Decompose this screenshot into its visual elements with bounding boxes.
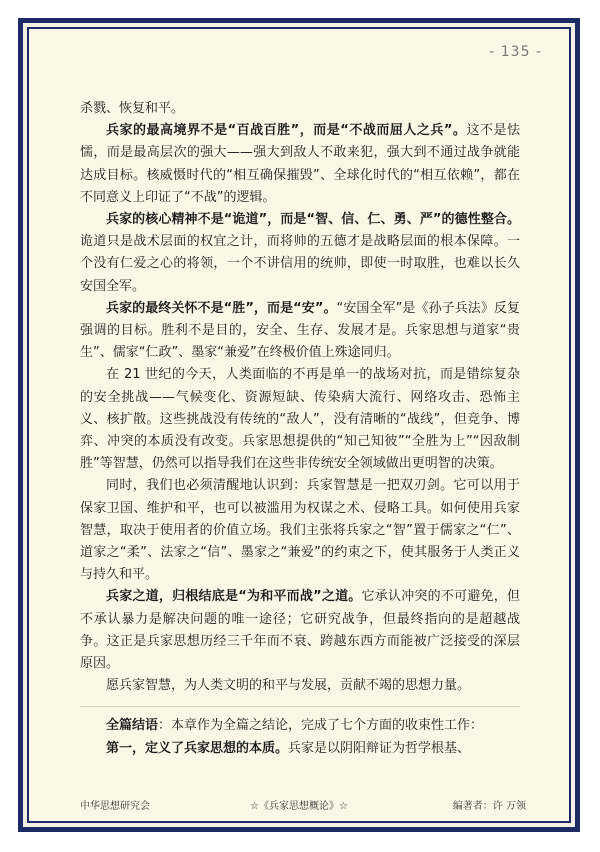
text-run: 杀戮、恢复和平。 bbox=[80, 101, 185, 116]
summary-paragraphs bbox=[80, 715, 520, 759]
main-paragraphs bbox=[80, 98, 520, 697]
paragraph bbox=[80, 364, 520, 475]
text-run: 兵家是以阴阳辩证为哲学根基、 bbox=[288, 740, 471, 756]
paragraph bbox=[80, 586, 520, 675]
text-run: ：本章作为全篇之结论，完成了七个方面的收束性工作： bbox=[158, 718, 484, 734]
paragraph bbox=[80, 298, 520, 365]
bold-phrase: 兵家的核心精神不是“诡道”，而是“智、信、仁、勇、严”的德性整合。 bbox=[106, 212, 520, 228]
bold-phrase: 兵家的最高境界不是“百战百胜”，而是“不战而屈人之兵”。 bbox=[106, 123, 467, 139]
section-divider bbox=[80, 706, 520, 707]
text-run: 它承认冲突的不可避免，但不承认暴力是解决问题的唯一途径；它研究战争，但最终指向的是超越战争。这正是兵家思想历经三千年而不衰、跨越东西方而能被广泛接受的深层原因。 bbox=[80, 589, 520, 672]
footer-publisher: 中华思想研究会 bbox=[80, 801, 150, 812]
bold-phrase: 第一，定义了兵家思想的本质。 bbox=[106, 740, 289, 756]
footer-author: 编著者：许 万领 bbox=[452, 801, 526, 812]
text-run: 在 21 世纪的今天，人类面临的不再是单一的战场对抗，而是错综复杂的安全挑战——气候变化、资源短缺、传染病大流行、网络攻击、恐怖主义、核扩散。这些挑战没有传统的“敌人”，没有清晰的“战线”，但竞争、博弈、冲突的本质没有改变。兵家思想提供的“知己知彼”“全胜为上”“因敌制胜”等智慧，仍然可以指导我们在这些非传统安全领域做出更明智的决策。 bbox=[80, 367, 520, 472]
footer-book-title: ☆《兵家思想概论》☆ bbox=[250, 801, 348, 812]
paragraph bbox=[80, 715, 520, 737]
text-run: 这不是怯懦，而是最高层次的强大——强大到敌人不敢来犯，强大到不通过战争就能达成目标。核威慑时代的“相互确保摧毁”、全球化时代的“相互依赖”，都在不同意义上印证了“不战”的逻辑。 bbox=[80, 123, 520, 205]
page-number: - 135 - bbox=[489, 44, 542, 60]
paragraph bbox=[80, 475, 520, 586]
paragraph bbox=[80, 738, 520, 760]
bold-phrase: 全篇结语 bbox=[106, 718, 159, 734]
text-run: 诡道只是战术层面的权宜之计，而将帅的五德才是战略层面的根本保障。一个没有仁爱之心的将领，一个不讲信用的统帅，即使一时取胜，也难以长久安国全军。 bbox=[80, 234, 520, 294]
paragraph bbox=[80, 98, 520, 120]
text-run: “安国全军”是《孙子兵法》反复强调的目标。胜利不是目的，安全、生存、发展才是。兵家思想与道家“贵生”、儒家“仁政”、墨家“兼爱”在终极价值上殊途同归。 bbox=[80, 300, 520, 361]
text-run: 愿兵家智慧，为人类文明的和平与发展，贡献不竭的思想力量。 bbox=[106, 678, 471, 694]
text-run: 同时，我们也必须清醒地认识到：兵家智慧是一把双刃剑。它可以用于保家卫国、维护和平，也可以被滥用为权谋之术、侵略工具。如何使用兵家智慧，取决于使用者的价值立场。我们主张将兵家之“智”置于儒家之“仁”、道家之“柔”、法家之“信”、墨家之“兼爱”的约束之下，使其服务于人类正义与持久和平。 bbox=[80, 478, 520, 583]
bold-phrase: 兵家的最终关怀不是“胜”，而是“安”。 bbox=[106, 300, 337, 316]
paragraph bbox=[80, 675, 520, 697]
bold-phrase: 兵家之道，归根结底是“为和平而战”之道。 bbox=[106, 589, 362, 605]
body-text bbox=[80, 98, 520, 760]
paragraph bbox=[80, 209, 520, 298]
paragraph bbox=[80, 120, 520, 209]
